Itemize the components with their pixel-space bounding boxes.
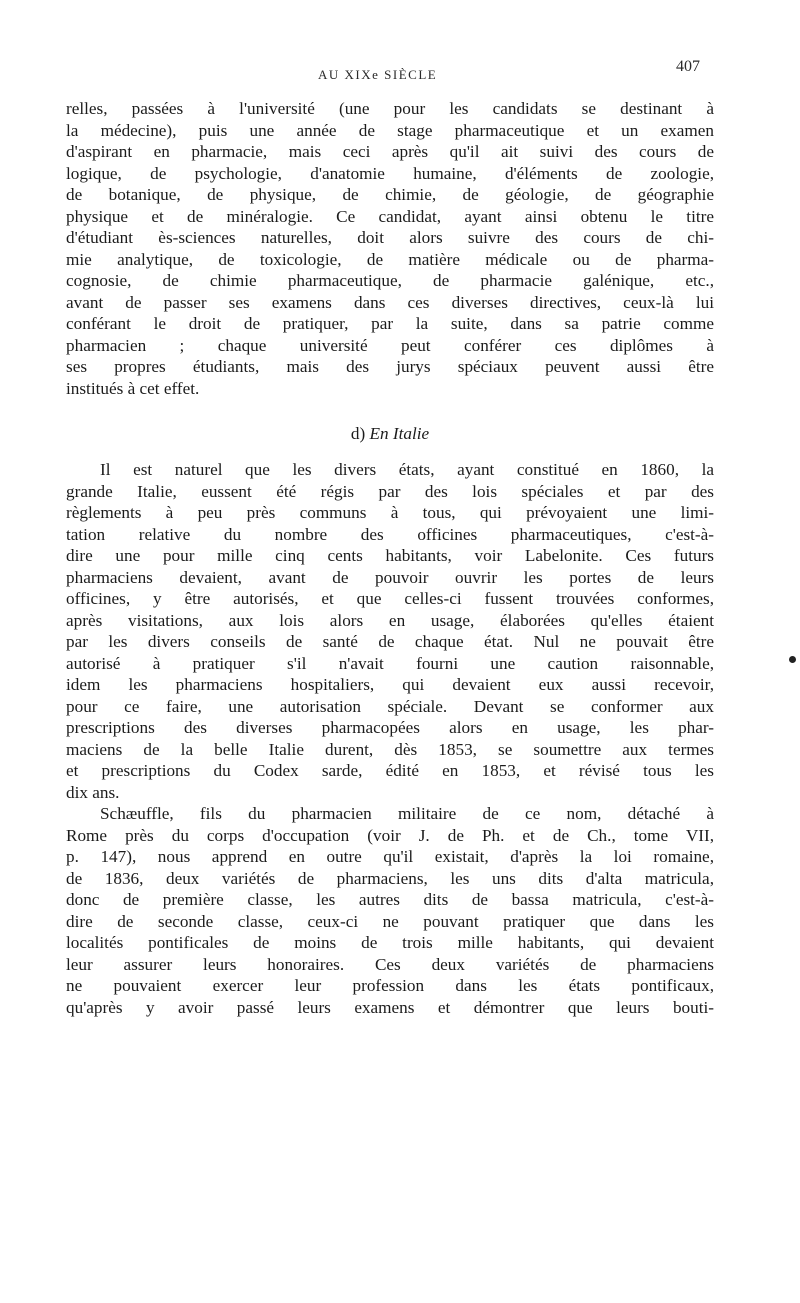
text-line: d'aspirant en pharmacie, mais ceci après qu'il ait suivi des cours de	[66, 142, 714, 161]
body-text	[66, 98, 714, 1018]
text-line: grande Italie, eussent été régis par des lois spéciales et par des	[66, 481, 714, 501]
margin-ink-dot	[789, 656, 796, 663]
section-title: En Italie	[369, 424, 430, 443]
text-line: relles, passées à l'université (une pour les candidats se destinant à	[66, 99, 714, 118]
text-line: et prescriptions du Codex sarde, édité en 1853, et révisé tous les	[66, 761, 714, 780]
text-line: logique, de psychologie, d'anatomie humaine, d'éléments de zoologie,	[66, 163, 714, 183]
text-line: p. 147), nous apprend en outre qu'il existait, d'après la loi romaine,	[66, 847, 714, 866]
text-line: idem les pharmaciens hospitaliers, qui devaient eux aussi recevoir,	[66, 675, 714, 694]
text-line: Schæuffle, fils du pharmacien militaire de ce nom, détaché à	[100, 804, 714, 823]
text-line: institués à cet effet.	[66, 378, 200, 398]
text-line: prescriptions des diverses pharmacopées alors en usage, les phar-	[66, 718, 714, 737]
text-line: par les divers conseils de santé de chaque état. Nul ne pouvait être	[66, 632, 714, 651]
text-line: Il est naturel que les divers états, ayant constitué en 1860, la	[100, 460, 714, 479]
paragraph-1	[66, 98, 714, 399]
text-line: tation relative du nombre des officines pharmaceutiques, c'est-à-	[66, 524, 714, 544]
text-line: de botanique, de physique, de chimie, de géologie, de géographie	[66, 185, 714, 204]
text-line: leur assurer leurs honoraires. Ces deux variétés de pharmaciens	[66, 954, 714, 974]
text-line: dire une pour mille cinq cents habitants, voir Labelonite. Ces futurs	[66, 546, 714, 565]
text-line: donc de première classe, les autres dits de bassa matricula, c'est-à-	[66, 890, 714, 909]
text-line: physique et de minéralogie. Ce candidat, ayant ainsi obtenu le titre	[66, 206, 714, 226]
text-line: mie analytique, de toxicologie, de matière médicale ou de pharma-	[66, 249, 714, 269]
text-line: autorisé à pratiquer s'il n'avait fourni une caution raisonnable,	[66, 653, 714, 673]
text-line: règlements à peu près communs à tous, qui prévoyaient une limi-	[66, 503, 714, 522]
text-line: cognosie, de chimie pharmaceutique, de pharmacie galénique, etc.,	[66, 271, 714, 290]
text-line: de 1836, deux variétés de pharmaciens, les uns dits d'alta matricula,	[66, 868, 714, 888]
text-line: ne pouvaient exercer leur profession dans les états pontificaux,	[66, 976, 714, 995]
section-heading	[66, 399, 714, 459]
text-line: après visitations, aux lois alors en usage, élaborées qu'elles étaient	[66, 610, 714, 630]
text-line: Rome près du corps d'occupation (voir J. de Ph. et de Ch., tome VII,	[66, 825, 714, 845]
text-line: ses propres étudiants, mais des jurys spéciaux peuvent aussi être	[66, 357, 714, 376]
section-label: d)	[350, 424, 366, 443]
text-line: qu'après y avoir passé leurs examens et démontrer que leurs bouti-	[66, 997, 714, 1017]
text-line: localités pontificales de moins de trois mille habitants, qui devaient	[66, 933, 714, 952]
text-line: dix ans.	[66, 782, 120, 802]
text-line: pharmaciens devaient, avant de pouvoir ouvrir les portes de leurs	[66, 567, 714, 587]
page-number: 407	[676, 58, 700, 75]
text-line: pour ce faire, une autorisation spéciale. Devant se conformer aux	[66, 696, 714, 716]
text-line: officines, y être autorisés, et que celles-ci fussent trouvées conformes,	[66, 589, 714, 608]
text-line: maciens de la belle Italie durent, dès 1853, se soumettre aux termes	[66, 739, 714, 759]
text-line: dire de seconde classe, ceux-ci ne pouvant pratiquer que dans les	[66, 911, 714, 931]
running-head: AU XIXe SIÈCLE	[318, 67, 438, 82]
text-line: la médecine), puis une année de stage pharmaceutique et un examen	[66, 120, 714, 140]
text-line: d'étudiant ès-sciences naturelles, doit alors suivre des cours de chi-	[66, 228, 714, 247]
paragraph-2	[66, 459, 714, 803]
text-line: avant de passer ses examens dans ces diverses directives, ceux-là lui	[66, 292, 714, 312]
text-line: pharmacien ; chaque université peut conférer ces diplômes à	[66, 335, 714, 355]
paragraph-3	[66, 803, 714, 1018]
text-line: conférant le droit de pratiquer, par la suite, dans sa patrie comme	[66, 314, 714, 333]
